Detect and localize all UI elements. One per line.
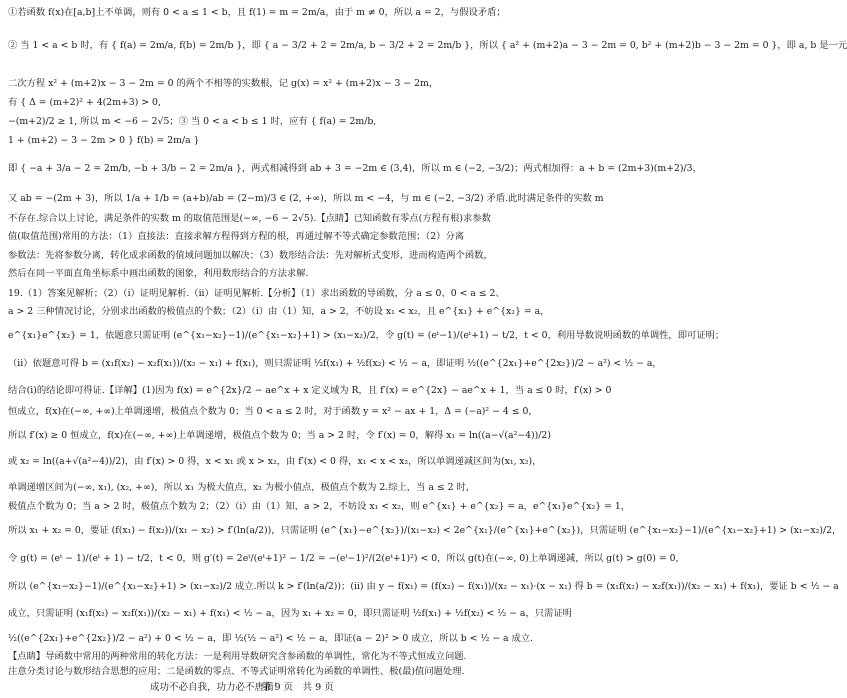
text-line-17: 结合(i)的结论即可得证.【详解】(1)因为 f(x) = e^{2x}/2 − ae^x + x 定义域为 R，且 f′(x) = e^{2x} − ae^x + 1，当 a ≤ 0 时，f′(x) > 0 (8, 385, 612, 396)
text-line-24: 令 g(t) = (eᵗ − 1)/(eᵗ + 1) − t/2，t < 0，则 g′(t) = 2eᵗ/(eᵗ+1)² − 1/2 = −(eᵗ−1)²/(2(eᵗ+1)²) < 0，所以 g(t)在(−∞, 0)上单调递减，所以 g(t) > g(0) = 0， (8, 553, 685, 564)
text-line-8: 又 ab = −(2m + 3)，所以 1/a + 1/b = (a+b)/ab = (2−m)/3 ∈ (2, +∞)，所以 m < −4，与 m ∈ (−2, −3/2) 矛盾.此时满足条件的实数 m (8, 193, 604, 204)
text-line-10: 值(取值范围)常用的方法：（1）直接法：直接求解方程得到方程的根，再通过解不等式确定参数范围；（2）分离 (8, 231, 465, 242)
text-line-13: 19.（1）答案见解析；（2）（i）证明见解析.（ii）证明见解析.【分析】（1）求出函数的导函数，分 a ≤ 0、0 < a ≤ 2、 (8, 288, 505, 299)
text-line-25: 所以 (e^{x₁−x₂}−1)/(e^{x₁−x₂}+1) > (x₁−x₂)/2 成立.所以 k > f′(ln(a/2))；(ii) 由 y − f(x₁) = (f(x₂) − f(x₁))/(x₂ − x₁)·(x − x₁) 得 b = (x₁f(x₂) − x₂f(x₁))/(x₂ − x₁) + f(x₁)，要证 b < ½ − a (8, 581, 839, 592)
text-line-7: 即 { −a + 3/a − 2 = 2m/b, −b + 3/b − 2 = 2m/a }，两式相减得到 ab + 3 = −2m ∈ (3,4)，所以 m ∈ (−2, −3/2)；两式相加得：a + b = (2m+3)(m+2)/3， (8, 163, 702, 174)
text-line-20: 或 x₂ = ln((a+√(a²−4))/2)，由 f′(x) > 0 得，x < x₁ 或 x > x₂，由 f′(x) < 0 得，x₁ < x < x₂，所以单调递减区间为(x₁, x₂)， (8, 456, 542, 467)
text-line-28: 【点睛】导函数中常用的两种常用的转化方法：一是利用导数研究含参函数的单调性，常化为不等式恒成立问题. (8, 651, 467, 662)
text-line-16: （ii）依题意可得 b = (x₁f(x₂) − x₂f(x₁))/(x₂ − x₁) + f(x₁)，则只需证明 ½f(x₁) + ½f(x₂) < ½ − a，即证明 ½((e^{2x₁}+e^{2x₂})/2 − a²) < ½ − a， (8, 358, 662, 369)
text-line-2: ② 当 1 < a < b 时，有 { f(a) = 2m/a, f(b) = 2m/b }，即 { a − 3/2 + 2 = 2m/a, b − 3/2 + 2 = 2m/b }，所以 { a² + (m+2)a − 3 − 2m = 0, b² + (m+2)b − 3 − 2m = 0 }，即 a, b 是一元 (8, 40, 847, 51)
text-line-14: a > 2 三种情况讨论，分别求出函数的极值点的个数；（2）（i）由（1）知，a > 2，不妨设 x₁ < x₂，且 e^{x₁} + e^{x₂} = a， (8, 306, 550, 317)
text-line-15: e^{x₁}e^{x₂} = 1，依题意只需证明 (e^{x₁−x₂}−1)/(e^{x₁−x₂}+1) > (x₁−x₂)/2，令 g(t) = (eᵗ−1)/(eᵗ+1) − t/2，t < 0，利用导数说明函数的单调性，即可证明； (8, 330, 725, 341)
text-line-27: ½((e^{2x₁}+e^{2x₂})/2 − a²) + 0 < ½ − a，即 ½(½ − a²) < ½ − a，即证(a − 2)² > 0 成立，所以 b < ½ − a 成立. (8, 633, 534, 644)
text-line-4: 有 { Δ = (m+2)² + 4(2m+3) > 0, (8, 97, 161, 108)
text-line-19: 所以 f′(x) ≥ 0 恒成立，f(x)在(−∞, +∞)上单调递增，极值点个数为 0；当 a > 2 时，令 f′(x) = 0，解得 x₁ = ln((a−√(a²−4))/2) (8, 430, 551, 441)
text-line-23: 所以 x₁ + x₂ = 0，要证 (f(x₁) − f(x₂))/(x₁ − x₂) > f′(ln(a/2))，只需证明 (e^{x₁}−e^{x₂})/(x₁−x₂) < 2e^{x₁}/(e^{x₁}+e^{x₂})，只需证明 (e^{x₁−x₂}−1)/(e^{x₁−x₂}+1) > (x₁−x₂)/2， (8, 525, 842, 536)
text-line-26: 成立，只需证明 (x₁f(x₂) − x₂f(x₁))/(x₂ − x₁) + f(x₁) < ½ − a，因为 x₁ + x₂ = 0，即只需证明 ½f(x₁) + ½f(x₂) < ½ − a，只需证明 (8, 608, 572, 619)
text-line-1: ①若函数 f(x)在[a,b]上不单调，则有 0 < a ≤ 1 < b，且 f(1) = m = 2m/a，由于 m ≠ 0，所以 a = 2，与假设矛盾； (8, 7, 506, 18)
text-line-6: 1 + (m+2) − 3 − 2m > 0 } f(b) = 2m/a } (8, 135, 200, 146)
page-number: 第 9 页 共 9 页 (262, 682, 334, 693)
text-line-12: 然后在同一平面直角坐标系中画出函数的图象，利用数形结合的方法求解. (8, 268, 309, 279)
text-line-22: 极值点个数为 0；当 a > 2 时，极值点个数为 2；（2）（i）由（1）知，a > 2，不妨设 x₁ < x₂，则 e^{x₁} + e^{x₂} = a，e^{x₁}e^{x₂} = 1， (8, 501, 631, 512)
text-line-5: −(m+2)/2 ≥ 1, 所以 m < −6 − 2√5；③ 当 0 < a < b ≤ 1 时，应有 { f(a) = 2m/b, (8, 116, 377, 127)
text-line-29: 注意分类讨论与数形结合思想的应用；二是函数的零点、不等式证明常转化为函数的单调性、极(最)值问题处理. (8, 666, 465, 677)
text-line-18: 恒成立，f(x)在(−∞, +∞)上单调递增，极值点个数为 0；当 0 < a ≤ 2 时，对于函数 y = x² − ax + 1，Δ = (−a)² − 4 ≤ 0， (8, 406, 538, 417)
text-line-3: 二次方程 x² + (m+2)x − 3 − 2m = 0 的两个不相等的实数根，记 g(x) = x² + (m+2)x − 3 − 2m， (8, 78, 439, 89)
footer-motto: 成功不必自我，功力必不唐捐！ (150, 682, 284, 693)
text-line-9: 不存在.综合以上讨论，满足条件的实数 m 的取值范围是(−∞, −6 − 2√5).【点睛】已知函数有零点(方程有根)求参数 (8, 213, 491, 224)
text-line-21: 单调递增区间为(−∞, x₁), (x₂, +∞)，所以 x₁ 为极大值点，x₂ 为极小值点，极值点个数为 2.综上，当 a ≤ 2 时， (8, 482, 476, 493)
text-line-11: 参数法：先将参数分离，转化成求函数的值域问题加以解决；（3）数形结合法：先对解析式变形，进而构造两个函数， (8, 250, 493, 261)
